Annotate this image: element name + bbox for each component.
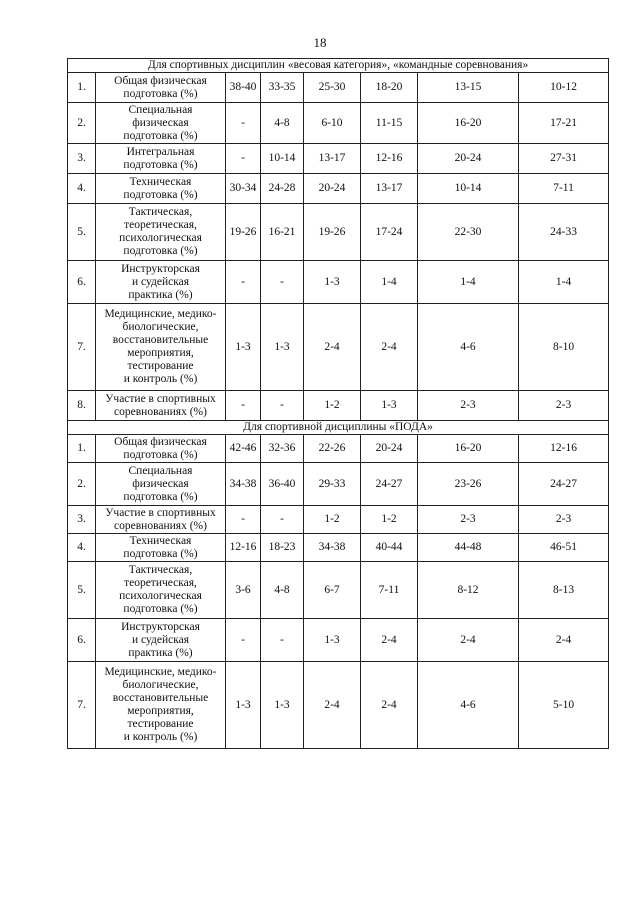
- value-cell: 1-3: [261, 662, 304, 749]
- value-cell: 18-23: [261, 534, 304, 562]
- value-cell: 13-17: [304, 144, 361, 174]
- value-cell: 17-24: [361, 204, 418, 261]
- value-cell: 19-26: [304, 204, 361, 261]
- row-number: 7.: [68, 662, 96, 749]
- value-cell: 2-3: [418, 391, 519, 421]
- value-cell: 22-26: [304, 435, 361, 463]
- value-cell: 1-3: [226, 662, 261, 749]
- section-title: Для спортивных дисциплин «весовая категория», «командные соревнования»: [68, 59, 609, 73]
- row-number: 1.: [68, 435, 96, 463]
- value-cell: 2-4: [304, 662, 361, 749]
- table-row: [68, 174, 609, 204]
- table-row: [68, 391, 609, 421]
- value-cell: 4-8: [261, 103, 304, 144]
- value-cell: -: [226, 619, 261, 662]
- row-number: 8.: [68, 391, 96, 421]
- value-cell: 23-26: [418, 463, 519, 506]
- row-number: 4.: [68, 534, 96, 562]
- value-cell: 7-11: [519, 174, 609, 204]
- value-cell: 8-10: [519, 304, 609, 391]
- value-cell: 18-20: [361, 73, 418, 103]
- row-number: 1.: [68, 73, 96, 103]
- value-cell: -: [226, 391, 261, 421]
- value-cell: 40-44: [361, 534, 418, 562]
- value-cell: 25-30: [304, 73, 361, 103]
- value-cell: 24-27: [519, 463, 609, 506]
- value-cell: 4-8: [261, 562, 304, 619]
- training-ratio-table: [67, 58, 609, 749]
- value-cell: 1-2: [304, 391, 361, 421]
- value-cell: 24-28: [261, 174, 304, 204]
- value-cell: 7-11: [361, 562, 418, 619]
- row-label: Общая физическая подготовка (%): [96, 73, 226, 103]
- value-cell: 8-13: [519, 562, 609, 619]
- value-cell: 6-7: [304, 562, 361, 619]
- value-cell: -: [226, 261, 261, 304]
- row-label: Тактическая, теоретическая, психологическая подготовка (%): [96, 562, 226, 619]
- value-cell: 1-4: [361, 261, 418, 304]
- value-cell: 1-3: [304, 619, 361, 662]
- row-number: 2.: [68, 463, 96, 506]
- row-label: Медицинские, медико- биологические, восстановительные мероприятия, тестирование и контроль (%): [96, 304, 226, 391]
- value-cell: 1-2: [304, 506, 361, 534]
- value-cell: 33-35: [261, 73, 304, 103]
- row-number: 6.: [68, 619, 96, 662]
- value-cell: 42-46: [226, 435, 261, 463]
- row-number: 3.: [68, 506, 96, 534]
- value-cell: -: [261, 391, 304, 421]
- value-cell: 24-27: [361, 463, 418, 506]
- value-cell: 16-21: [261, 204, 304, 261]
- value-cell: 10-12: [519, 73, 609, 103]
- value-cell: 27-31: [519, 144, 609, 174]
- value-cell: 5-10: [519, 662, 609, 749]
- row-label: Участие в спортивных соревнованиях (%): [96, 506, 226, 534]
- value-cell: 1-3: [304, 261, 361, 304]
- value-cell: 16-20: [418, 103, 519, 144]
- value-cell: -: [261, 506, 304, 534]
- value-cell: 32-36: [261, 435, 304, 463]
- row-label: Медицинские, медико- биологические, восстановительные мероприятия, тестирование и контроль (%): [96, 662, 226, 749]
- value-cell: 20-24: [361, 435, 418, 463]
- row-number: 6.: [68, 261, 96, 304]
- value-cell: 2-4: [519, 619, 609, 662]
- row-number: 4.: [68, 174, 96, 204]
- row-label: Техническая подготовка (%): [96, 174, 226, 204]
- table-row: [68, 204, 609, 261]
- row-label: Специальная физическая подготовка (%): [96, 463, 226, 506]
- value-cell: 29-33: [304, 463, 361, 506]
- row-number: 7.: [68, 304, 96, 391]
- table-row: [68, 103, 609, 144]
- value-cell: -: [261, 261, 304, 304]
- row-number: 2.: [68, 103, 96, 144]
- row-label: Техническая подготовка (%): [96, 534, 226, 562]
- value-cell: 44-48: [418, 534, 519, 562]
- row-label: Участие в спортивных соревнованиях (%): [96, 391, 226, 421]
- value-cell: 10-14: [418, 174, 519, 204]
- table-row: [68, 506, 609, 534]
- table-row: [68, 144, 609, 174]
- table-row: [68, 619, 609, 662]
- row-label: Тактическая, теоретическая, психологическая подготовка (%): [96, 204, 226, 261]
- value-cell: 12-16: [519, 435, 609, 463]
- value-cell: -: [226, 506, 261, 534]
- value-cell: 3-6: [226, 562, 261, 619]
- row-label: Общая физическая подготовка (%): [96, 435, 226, 463]
- row-label: Инструкторская и судейская практика (%): [96, 619, 226, 662]
- value-cell: 2-3: [418, 506, 519, 534]
- value-cell: 4-6: [418, 662, 519, 749]
- value-cell: 6-10: [304, 103, 361, 144]
- table-row: [68, 662, 609, 749]
- value-cell: 2-4: [361, 619, 418, 662]
- value-cell: 8-12: [418, 562, 519, 619]
- value-cell: 34-38: [226, 463, 261, 506]
- value-cell: 4-6: [418, 304, 519, 391]
- row-label: Интегральная подготовка (%): [96, 144, 226, 174]
- value-cell: 38-40: [226, 73, 261, 103]
- row-label: Специальная физическая подготовка (%): [96, 103, 226, 144]
- value-cell: 1-4: [418, 261, 519, 304]
- table-row: [68, 562, 609, 619]
- section-title: Для спортивной дисциплины «ПОДА»: [68, 421, 609, 435]
- value-cell: 22-30: [418, 204, 519, 261]
- row-number: 3.: [68, 144, 96, 174]
- value-cell: 20-24: [304, 174, 361, 204]
- table-row: [68, 73, 609, 103]
- table-row: [68, 304, 609, 391]
- value-cell: 24-33: [519, 204, 609, 261]
- page-number: 18: [313, 35, 327, 50]
- value-cell: -: [261, 619, 304, 662]
- value-cell: 2-4: [418, 619, 519, 662]
- table-row: [68, 463, 609, 506]
- value-cell: 2-3: [519, 391, 609, 421]
- value-cell: 10-14: [261, 144, 304, 174]
- value-cell: 2-4: [304, 304, 361, 391]
- row-number: 5.: [68, 204, 96, 261]
- value-cell: 20-24: [418, 144, 519, 174]
- value-cell: 12-16: [361, 144, 418, 174]
- value-cell: 16-20: [418, 435, 519, 463]
- table-row: [68, 534, 609, 562]
- value-cell: 2-4: [361, 662, 418, 749]
- value-cell: 1-2: [361, 506, 418, 534]
- value-cell: 19-26: [226, 204, 261, 261]
- row-number: 5.: [68, 562, 96, 619]
- table-row: [68, 435, 609, 463]
- row-label: Инструкторская и судейская практика (%): [96, 261, 226, 304]
- value-cell: 1-3: [261, 304, 304, 391]
- value-cell: 1-3: [226, 304, 261, 391]
- value-cell: 13-15: [418, 73, 519, 103]
- value-cell: 12-16: [226, 534, 261, 562]
- value-cell: -: [226, 103, 261, 144]
- value-cell: 13-17: [361, 174, 418, 204]
- value-cell: 30-34: [226, 174, 261, 204]
- value-cell: 1-3: [361, 391, 418, 421]
- value-cell: 1-4: [519, 261, 609, 304]
- value-cell: 36-40: [261, 463, 304, 506]
- table-row: [68, 261, 609, 304]
- value-cell: 46-51: [519, 534, 609, 562]
- value-cell: 11-15: [361, 103, 418, 144]
- value-cell: 2-3: [519, 506, 609, 534]
- value-cell: 2-4: [361, 304, 418, 391]
- value-cell: -: [226, 144, 261, 174]
- value-cell: 34-38: [304, 534, 361, 562]
- value-cell: 17-21: [519, 103, 609, 144]
